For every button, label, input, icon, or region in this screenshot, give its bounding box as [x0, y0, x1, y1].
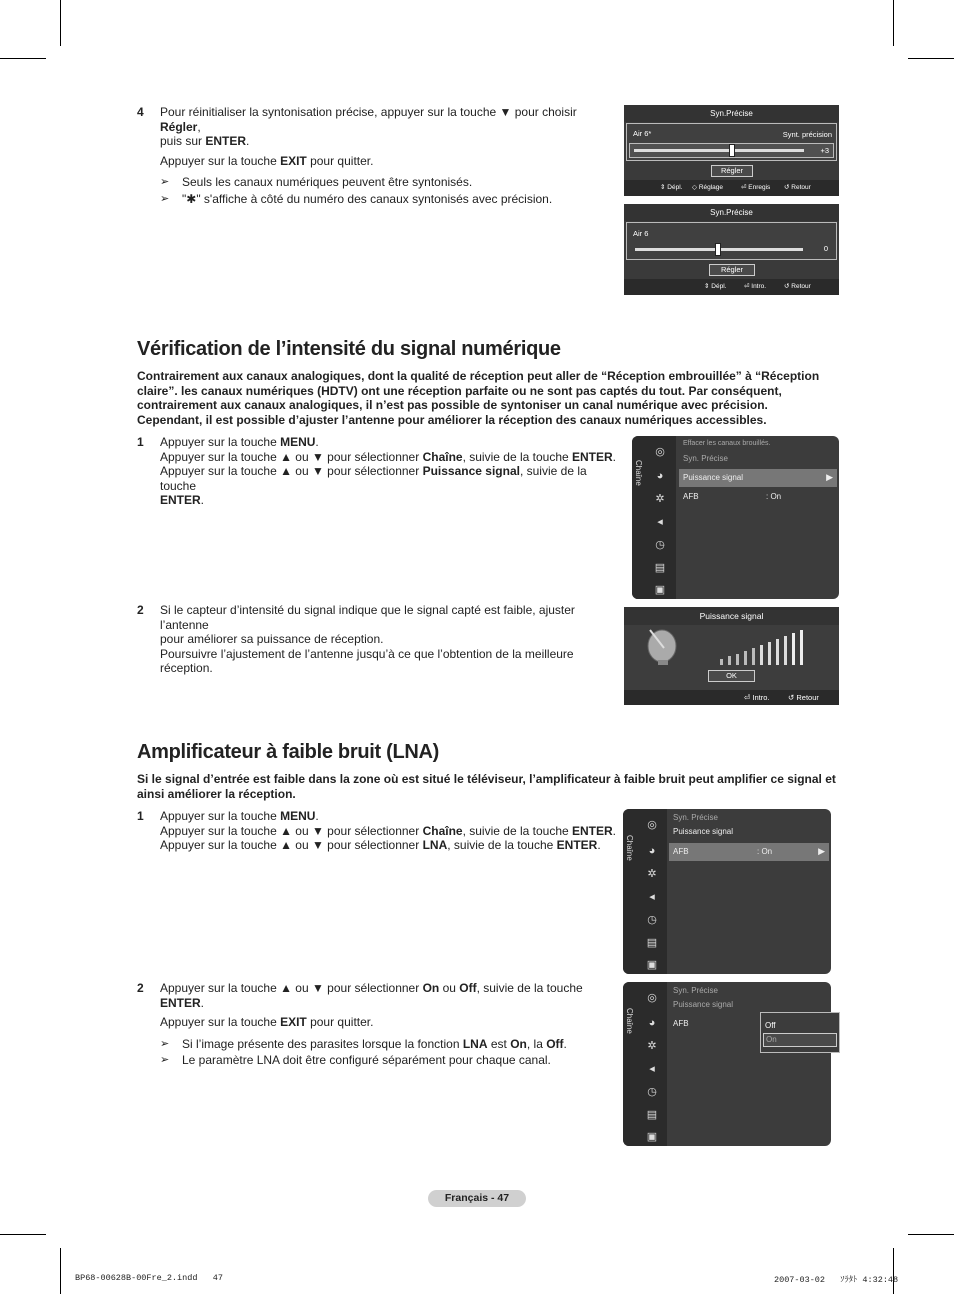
sound-icon[interactable]: ◂ [657, 516, 663, 528]
channel-label: Air 6 [633, 229, 649, 238]
section-title: Vérification de l’intensité du signal numérique [137, 338, 561, 360]
menu-item-signal-strength[interactable]: Puissance signal ▶ [679, 469, 837, 487]
option-off[interactable]: Off [765, 1021, 776, 1030]
print-date: 2007-03-02 ｿﾗﾀﾄ 4:32:48 [774, 1275, 899, 1285]
afb-value: : On [757, 847, 773, 856]
menu-item-fine-tune[interactable]: Syn. Précise [673, 986, 718, 995]
signal-bars-icon [720, 627, 812, 667]
step-number: 2 [137, 603, 144, 617]
crop-mark [908, 1234, 954, 1235]
reset-button[interactable]: Régler [709, 264, 755, 276]
menu-item-afb[interactable]: AFB [683, 492, 699, 501]
input-icon[interactable]: ▣ [646, 1131, 658, 1143]
menu-item-fine-tune[interactable]: Syn. Précise [673, 813, 718, 822]
sound-icon[interactable]: ◂ [649, 1063, 655, 1075]
note-arrow-icon: ➢ [160, 176, 170, 189]
time-icon[interactable]: ◷ [647, 914, 657, 926]
satellite-dish-icon [642, 624, 682, 666]
setup-icon[interactable]: ▤ [654, 562, 666, 574]
channel-icon[interactable]: ◕ [648, 1017, 656, 1029]
fine-tune-box [626, 123, 837, 161]
step-number: 2 [137, 981, 144, 995]
section-intro: Contrairement aux canaux analogiques, dont la qualité de réception peut aller de “Réception embrouillée” à “Réception claire”. les canaux numériques (HDTV) ont une réception parfaite ou ne sont pas captés du tout. Par conséquent, contrairement aux canaux analogiques, il n’est pas possible de syntoniser un canal numérique avec précision. Cependant, il est possible d’ajuster l’antenne pour améliorer la réception des canaux numériques accessibles. [137, 369, 820, 427]
slider-thumb[interactable] [715, 243, 721, 256]
step-number: 1 [137, 809, 144, 823]
channel-menu-screen-lna-options [623, 982, 831, 1146]
section1-step2-text: Si le capteur d’intensité du signal indique que le signal capté est faible, ajuster l’antenne pour améliorer sa puissance de réception. Poursuivre l’ajustement de l’antenne jusqu’à ce que l’obtention de la meilleure réception. [160, 603, 575, 676]
menu-sidebar [623, 982, 667, 1146]
file-name: BP68-00628B-00Fre_2.indd 47 [75, 1273, 223, 1283]
step-number: 4 [137, 105, 144, 119]
menu-sidebar [623, 809, 667, 974]
note-arrow-icon: ➢ [160, 1037, 170, 1050]
option-on[interactable]: On [763, 1033, 837, 1047]
crop-mark [0, 1234, 46, 1235]
input-icon[interactable]: ▣ [654, 584, 666, 596]
gear-icon[interactable]: ✲ [655, 493, 665, 505]
fine-tune-box [626, 222, 837, 260]
picture-icon[interactable]: ◎ [647, 992, 657, 1004]
ok-button[interactable]: OK [708, 670, 755, 682]
menu-item-afb[interactable]: AFB [673, 1019, 689, 1028]
note-arrow-icon: ➢ [160, 1054, 170, 1067]
crop-mark [908, 58, 954, 59]
section-intro: Si le signal d’entrée est faible dans la zone où est situé le téléviseur, l’amplificateur à faible bruit peut amplifier ce signal et ainsi améliorer la réception. [137, 772, 836, 801]
time-icon[interactable]: ◷ [655, 539, 665, 551]
picture-icon[interactable]: ◎ [655, 446, 665, 458]
step4-text: Pour réinitialiser la syntonisation précise, appuyer sur la touche ▼ pour choisir Régler, puis sur ENTER. Appuyer sur la touche EXIT pour quitter. ➢ Seuls les canaux numériques peuvent être syntonisés. ➢ "✱" s'affiche à côté du numéro des canaux syntonisés avec précision. [160, 105, 577, 206]
section1-step1-text: Appuyer sur la touche MENU. Appuyer sur la touche ▲ ou ▼ pour sélectionner Chaîne, suivie de la touche ENTER. Appuyer sur la touche ▲ ou ▼ pour sélectionner Puissance signal, suivie de la touche ENTER. [160, 435, 617, 508]
input-icon[interactable]: ▣ [646, 959, 658, 971]
crop-mark [0, 58, 46, 59]
sound-icon[interactable]: ◂ [649, 891, 655, 903]
setup-icon[interactable]: ▤ [646, 1109, 658, 1121]
menu-category-label: Chaîne [625, 1008, 634, 1034]
reset-button[interactable]: Régler [711, 165, 753, 177]
crop-mark [893, 0, 894, 46]
arrow-right-icon: ▶ [818, 846, 825, 856]
crop-mark [893, 1248, 894, 1294]
menu-item-fine-tune[interactable]: Syn. Précise [683, 454, 728, 463]
afb-options-dropdown [760, 1012, 840, 1053]
menu-category-label: Chaîne [634, 460, 643, 486]
fine-tune-label: Synt. précision [782, 130, 832, 139]
channel-icon[interactable]: ◕ [648, 845, 656, 857]
section-title: Amplificateur à faible bruit (LNA) [137, 741, 440, 763]
crop-mark [60, 1248, 61, 1294]
time-icon[interactable]: ◷ [647, 1086, 657, 1098]
fine-tune-value: 0 [823, 244, 828, 253]
slider-thumb[interactable] [729, 144, 735, 157]
section2-step2-text: Appuyer sur la touche ▲ ou ▼ pour sélectionner On ou Off, suivie de la touche ENTER. Appuyer sur la touche EXIT pour quitter. ➢ Si l’image présente des parasites lorsque la fonction LNA est On, la Off. ➢ Le paramètre LNA doit être configuré séparément pour chaque canal. [160, 981, 583, 1068]
afb-value: : On [766, 492, 782, 501]
menu-item-clear-scrambled[interactable]: Effacer les canaux brouillés. [683, 440, 771, 447]
channel-label: Air 6* [633, 129, 652, 138]
note-arrow-icon: ➢ [160, 192, 170, 205]
page-number-badge: Français - 47 [428, 1190, 526, 1207]
menu-item-afb[interactable]: AFB : On ▶ [669, 843, 829, 861]
screen-footer: ⏎ Intro. ↺ Retour [624, 690, 839, 705]
channel-icon[interactable]: ◕ [656, 470, 664, 482]
gear-icon[interactable]: ✲ [647, 868, 657, 880]
fine-tune-value: +3 [820, 146, 829, 155]
crop-mark [60, 0, 61, 46]
menu-item-signal-strength[interactable]: Puissance signal [673, 827, 734, 836]
screen-footer: ⇕ Dépl. ◇ Réglage ⏎ Enregis ↺ Retour [624, 180, 839, 196]
channel-menu-screen [632, 436, 839, 599]
fine-tune-screen-adjusted [624, 105, 839, 196]
screen-title: Syn.Précise [624, 105, 839, 122]
screen-footer: ⇕ Dépl. ⏎ Intro. ↺ Retour [624, 279, 839, 295]
screen-title: Syn.Précise [624, 204, 839, 221]
arrow-right-icon: ▶ [826, 472, 833, 482]
signal-strength-screen [624, 607, 839, 705]
step-number: 1 [137, 435, 144, 449]
menu-item-signal-strength[interactable]: Puissance signal [673, 1000, 734, 1009]
fine-tune-slider-track[interactable] [629, 143, 834, 158]
channel-menu-screen-lna [623, 809, 831, 974]
gear-icon[interactable]: ✲ [647, 1040, 657, 1052]
fine-tune-screen-reset [624, 204, 839, 295]
setup-icon[interactable]: ▤ [646, 937, 658, 949]
section2-step1-text: Appuyer sur la touche MENU. Appuyer sur la touche ▲ ou ▼ pour sélectionner Chaîne, suivie de la touche ENTER. Appuyer sur la touche ▲ ou ▼ pour sélectionner LNA, suivie de la touche ENTER. [160, 809, 617, 853]
menu-category-label: Chaîne [625, 835, 634, 861]
picture-icon[interactable]: ◎ [647, 819, 657, 831]
screen-title: Puissance signal [624, 607, 839, 625]
